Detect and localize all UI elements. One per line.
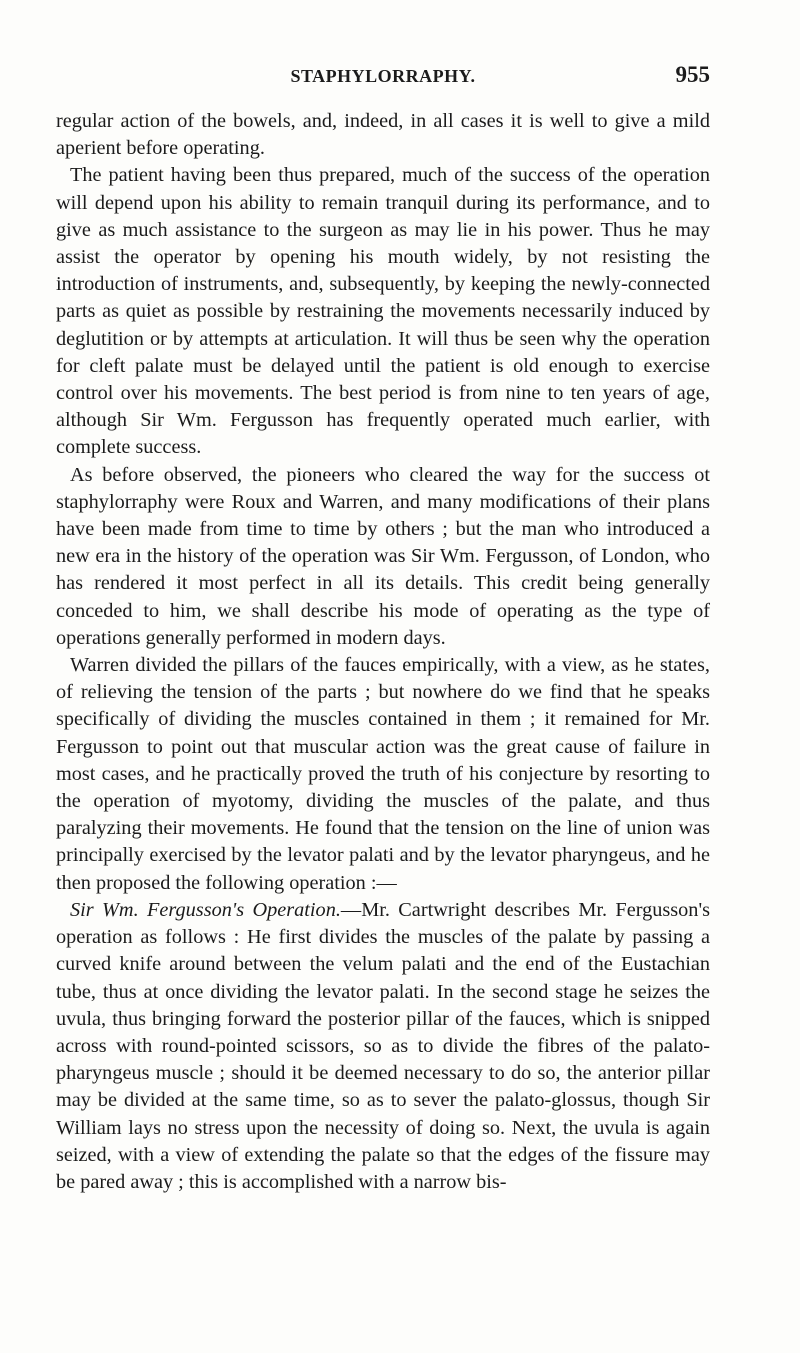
section-heading: Sir Wm. Fergusson's Operation. (70, 898, 341, 921)
section-text: —Mr. Cartwright describes Mr. Fergusson's operation as follows : He first divides the muscles of the palate by passing a curved knife around between the velum palati and the end of the Eustachian tube, thus at once dividing the levator palati. In the second stage he seizes the uvula, thus bringing forward the posterior pillar of the fauces, which is snipped across with round-pointed scissors, so as to divide the fibres of the palato-pharyngeus muscle ; should it be deemed necessary to do so, the anterior pillar may be divided at the same time, so as to sever the palato-glossus, though Sir William lays no stress upon the necessity of doing so. Next, the uvula is again seized, with a view of extending the palate so that the edges of the fissure may be pared away ; this is accomplished with a narrow bis- (56, 898, 710, 1193)
running-title: STAPHYLORRAPHY. (290, 66, 476, 86)
paragraph-continued: regular action of the bowels, and, indeed, in all cases it is well to give a mild aperient before operating. (56, 110, 710, 160)
paragraph-fergusson-operation (56, 897, 710, 1196)
paragraph-patient-preparation: The patient having been thus prepared, much of the success of the operation will depend upon his ability to remain tranquil during its performance, and to give as much assistance to the surgeon as may lie in his power. Thus he may assist the operator by opening his mouth widely, by not resisting the introduction of instruments, and, subsequently, by keeping the newly-connected parts as quiet as possible by restraining the movements necessarily induced by deglutition or by attempts at articulation. It will thus be seen why the operation for cleft palate must be delayed until the patient is old enough to exercise control over his movements. The best period is from nine to ten years of age, although Sir Wm. Fergusson has frequently operated much earlier, with complete success. (56, 164, 710, 459)
running-head (56, 62, 710, 92)
paragraph-pioneers: As before observed, the pioneers who cleared the way for the success ot staphylorraphy were Roux and Warren, and many modifications of their plans have been made from time to time by others ; but the man who introduced a new era in the history of the operation was Sir Wm. Fergusson, of London, who has rendered it most perfect in all its details. This credit being generally conceded to him, we shall describe his mode of operating as the type of operations generally performed in modern days. (56, 463, 710, 649)
body-text (56, 108, 710, 1196)
page-number: 955 (675, 62, 710, 87)
paragraph-warren: Warren divided the pillars of the fauces empirically, with a view, as he states, of relieving the tension of the parts ; but nowhere do we find that he speaks specifically of dividing the muscles contained in them ; it remained for Mr. Fergusson to point out that muscular action was the great cause of failure in most cases, and he practically proved the truth of his conjecture by resorting to the operation of myotomy, dividing the muscles of the palate, and thus paralyzing their movements. He found that the tension on the line of union was principally exercised by the levator palati and by the levator pharyngeus, and he then proposed the following operation :— (56, 654, 710, 894)
